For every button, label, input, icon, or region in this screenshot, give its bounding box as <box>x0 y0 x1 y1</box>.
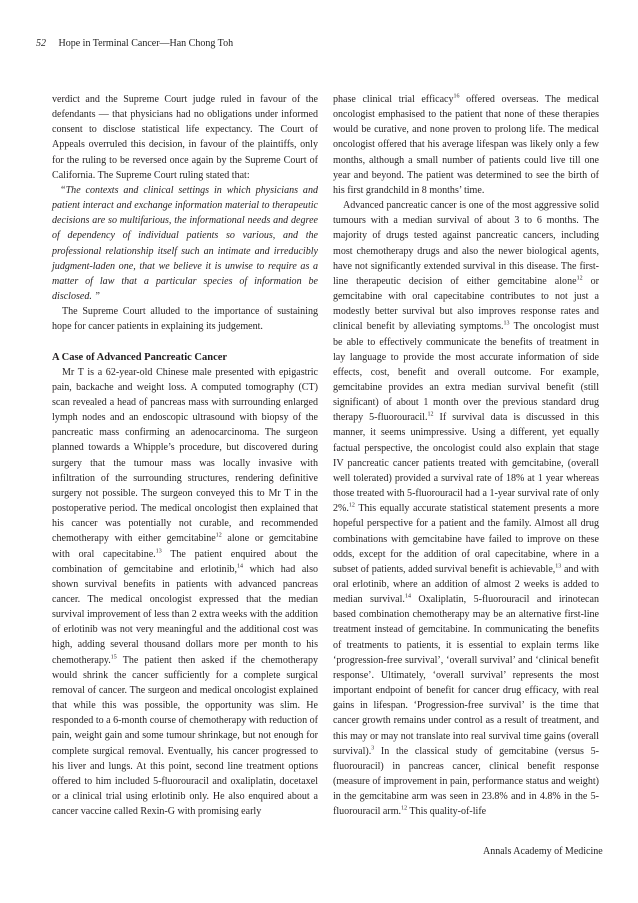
running-header <box>36 38 233 49</box>
running-title: Hope in Terminal Cancer—Han Chong Toh <box>58 38 234 49</box>
reference-13: 13 <box>155 548 162 555</box>
reference-13: 13 <box>503 321 510 327</box>
reference-3: 3 <box>371 745 375 752</box>
reference-16: 16 <box>453 93 460 100</box>
reference-14: 14 <box>237 563 244 570</box>
right-column <box>333 92 599 820</box>
section-title: A Case of Advanced Pancreatic Cancer <box>52 351 228 363</box>
paragraph-trial: phase clinical trial efficacy$^{16}$ offered overseas. The medical oncologist emphasised to the patient that none of these therapies would be curative, and none proven to prolong life. The medical oncologist offered that his average lifespan was likely only a few months, although a small number of patients could live till one year and beyond. The patient was determined to see the birth of his first grandchild in 8 months’ time. <box>333 93 599 196</box>
left-column <box>52 92 318 819</box>
reference-12: 12 <box>427 411 434 418</box>
paragraph-case: Mr T is a 62-year-old Chinese male presented with epigastric pain, backache and weight loss. A computed tomography (CT) scan revealed a head of pancreas mass with surrounding enlarged lymph nodes and an endoscopic ultrasound with biopsy of the pancreatic mass confirming an adenocarcinoma. The surgeon planned towards a Whipple’s procedure, but discovered during surgery that the tumour mass was locally invasive with infiltration of the surrounding structures, rendering definitive surgery not possible. The surgeon conveyed this to Mr T in the postoperative period. The medical oncologist then explained that his cancer was potentially not curable, and recommended chemotherapy with either gemcitabine$^{12}$ alone or gemcitabine with oral capecitabine.$^{13}$ The patient enquired about the combination of gemcitabine and erlotinib,$^{14}$ which had also shown survival benefits in patients with advanced pancreas cancer. The medical oncologist expressed that the median survival improvement of less than 2 extra weeks with the addition of erlotinib was not very meaningful and the additional cost was high, adding several thousand dollars more per month to his chemotherapy.$^{15}$ The patient then asked if the chemotherapy would shrink the cancer sufficiently for a complete surgical removal of cancer. The surgeon and medical oncologist explained that while this was possible, the opportunity was slim. He responded to a 6-month course of chemotherapy with reduction of pain, weight gain and some tumour shrinkage, but not enough for complete surgical removal. Eventually, his cancer progressed to his liver and lungs. At this point, second line treatment options offered to him included 5-fluorouracil and oxaliplatin, docetaxel or a clinical trial using erlotinib only. He also enquired about a cancer vaccine called Rexin-G with promising early <box>52 366 319 818</box>
court-quote: “The contexts and clinical settings in which physicians and patient interact and exchange information material to therapeutic decisions are so multifarious, the informational needs and degree of dependency of individual patients so various, and the professional relationship itself such an intimate and irreducibly judgment-laden one, that we believe it is unwise to require as a matter of law that a particular species of information be disclosed. ” <box>52 184 318 303</box>
reference-13: 13 <box>555 563 562 570</box>
reference-12: 12 <box>348 502 355 509</box>
reference-12: 12 <box>401 806 408 812</box>
reference-14: 14 <box>404 593 411 600</box>
journal-footer: Annals Academy of Medicine <box>483 846 603 857</box>
paragraph-hope: The Supreme Court alluded to the importance of sustaining hope for cancer patients in explaining its judgement. <box>52 306 318 333</box>
reference-12: 12 <box>215 533 222 540</box>
page-number: 52 <box>36 38 46 49</box>
reference-15: 15 <box>110 654 117 661</box>
paragraph-pancreatic: Advanced pancreatic cancer is one of the most aggressive solid tumours with a median survival of about 3 to 6 months. The majority of drugs tested against pancreatic cancers, including most chemotherapy drugs and also the newer biological agents, have not significantly extended survival in this disease. The first-line therapeutic decision of either gemcitabine alone$^{12}$ or gemcitabine with oral capecitabine contributes to not just a modestly better survival but also improves response rates and clinical benefit by alleviating symptoms.$^{13}$ The oncologist must be able to effectively communicate the benefits of treatment in lay language to provide the most accurate information of side effects, cost, benefit and overall outcome. For example, gemcitabine provides an extra median survival benefit (still significant) of about 1 month over the previous standard drug therapy 5-fluorouracil.$^{12}$ If survival data is discussed in this manner, it seems unimpressive. Using a different, yet equally factual perspective, the oncologist could also explain that stage IV pancreatic cancer patients treated with gemcitabine, (overall well tolerated) provided a survival rate of 18% at 1 year whereas those treated with 5-fluorouracil had a 1-year survival rate of only 2%.$^{12}$ This equally accurate statistical statement presents a more hopeful perspective for a patient and the family. Almost all drug combinations with gemcitabine have failed to improve on these odds, except for the addition of oral capecitabine, where in a subset of patients, added survival benefit is achievable,$^{13}$ and with oral erlotinib, where an addition of almost 2 weeks is added to median survival.$^{14}$ Oxaliplatin, 5-fluorouracil and irinotecan based combination chemotherapy may be an alternative first-line treatment instead of gemcitabine. In communicating the benefits of treatments to patients, it is essential to explain terms like ‘progression-free survival’, ‘overall survival’ and ‘clinical benefit response’. Ultimately, ‘overall survival’ represents the most important endpoint of benefit for cancer drug efficacy, with real gains in lifespan. ‘Progression-free survival’ is the time that cancer growth remains under control as a result of treatment, and this may or may not translate into real survival time gains (overall survival).$^3$ In the classical study of gemcitabine (versus 5-fluorouracil) in pancreas cancer, clinical benefit response (measure of improvement in pain, performance status and weight) in the gemcitabine arm was seen in 23.8% and in 4.8% in the 5-fluorouracil arm.$^{12}$ This quality-of-life <box>333 200 600 818</box>
paragraph-verdict: verdict and the Supreme Court judge ruled in favour of the defendants — that physicians had no obligations under informed consent to disclose statistical life expectancy. The Court of Appeals overruled this decision, in favour of the plaintiffs, only for the ruling to be reversed once again by the Supreme Court of California. The Supreme Court ruling stated that: <box>52 94 318 181</box>
reference-12: 12 <box>576 275 583 282</box>
